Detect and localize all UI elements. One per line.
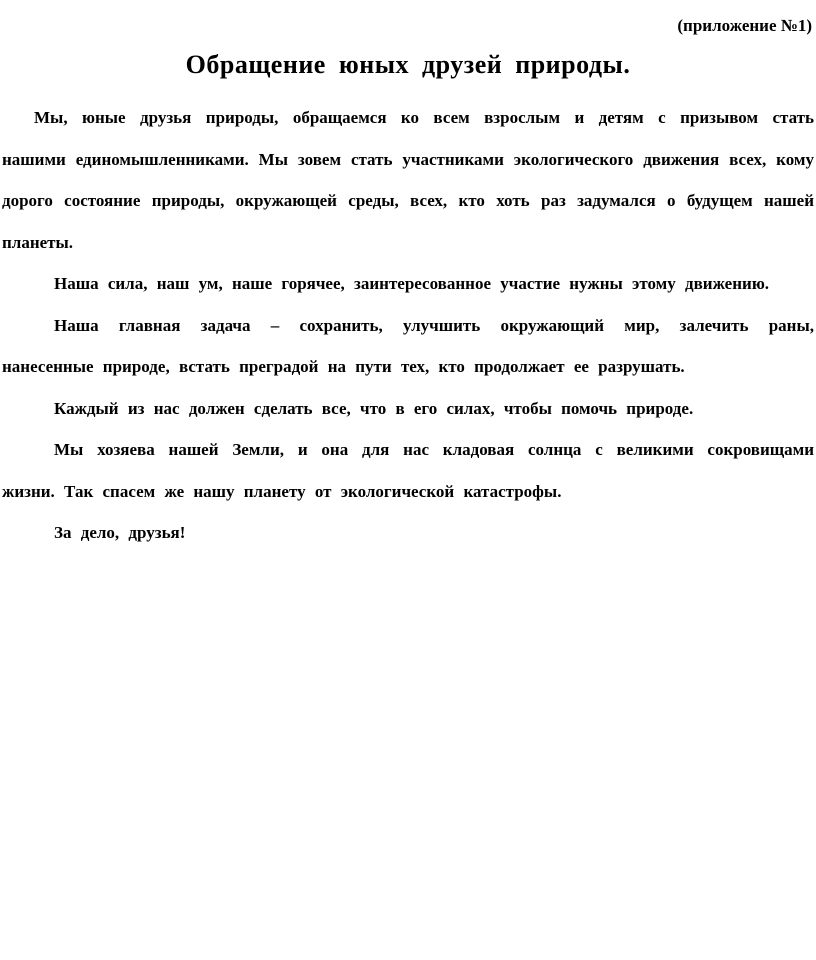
- paragraph-call-to-action: За дело, друзья!: [54, 523, 186, 542]
- paragraph-main-task: Наша главная задача – сохранить, улучшить окружающий мир, залечить раны, нанесенные природе, встать преградой на пути тех, кто продолжает ее разрушать.: [2, 315, 814, 376]
- paragraph-appeal: Мы, юные друзья природы, обращаемся ко всем взрослым и детям с призывом стать нашими единомышленниками. Мы зовем стать участниками экологического движения всех, кому дорого состояние природы, окружающей среды, всех, кто хоть раз задумался о будущем нашей планеты.: [2, 108, 814, 252]
- paragraph-strength: Наша сила, наш ум, наше горячее, заинтересованное участие нужны этому движению.: [54, 274, 770, 293]
- document-body: [2, 97, 814, 554]
- paragraph-masters: Мы хозяева нашей Земли, и она для нас кладовая солнца с великими сокровищами жизни. Так спасем же нашу планету от экологической катастрофы.: [2, 440, 814, 501]
- appendix-label: (приложение №1): [677, 16, 812, 35]
- page-title: Обращение юных друзей природы.: [185, 50, 631, 79]
- paragraph-everyone: Каждый из нас должен сделать все, что в его силах, чтобы помочь природе.: [54, 398, 694, 418]
